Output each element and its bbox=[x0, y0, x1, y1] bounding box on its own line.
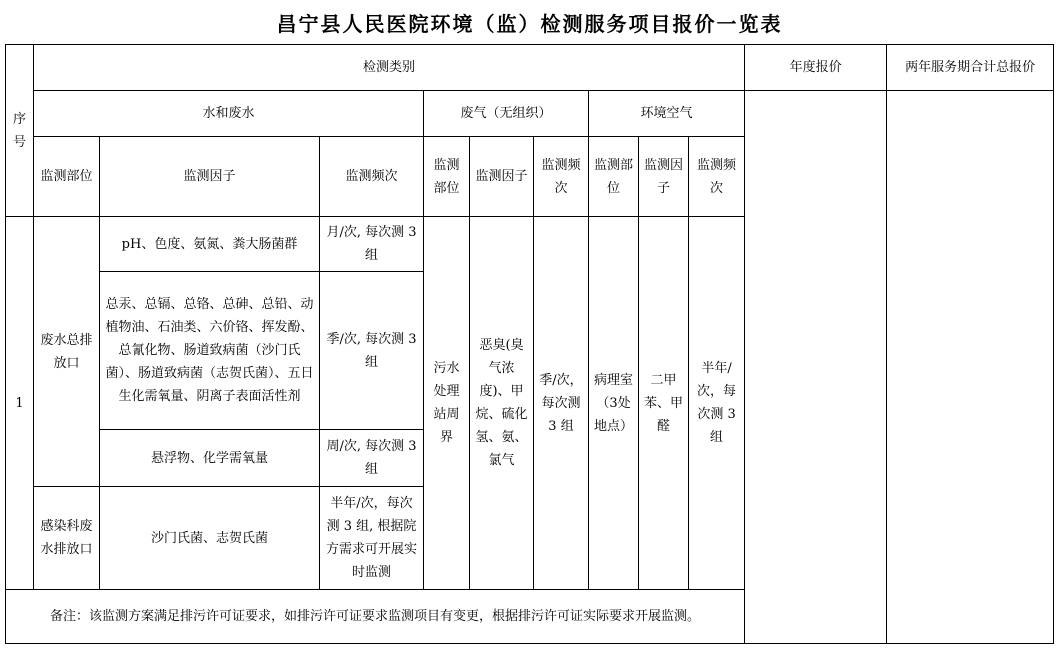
gas-factor-header: 监测因子 bbox=[470, 137, 534, 217]
gas-site-header: 监测部位 bbox=[424, 137, 470, 217]
water-factor-header: 监测因子 bbox=[100, 137, 320, 217]
water-group-header: 水和废水 bbox=[34, 91, 424, 137]
two-year-total-header: 两年服务期合计总报价 bbox=[887, 45, 1054, 91]
water-site-infection-outlet: 感染科废水排放口 bbox=[34, 487, 100, 590]
air-freq-header: 监测频次 bbox=[689, 137, 745, 217]
gas-site-cell: 污水处理站周界 bbox=[424, 217, 470, 590]
water-freq-2: 季/次, 每次测 3 组 bbox=[320, 272, 424, 430]
seq-header: 序号 bbox=[6, 45, 34, 217]
quotation-table bbox=[5, 44, 1054, 644]
two-year-total-cell bbox=[887, 91, 1054, 644]
water-freq-1: 月/次, 每次测 3 组 bbox=[320, 217, 424, 272]
water-factor-3: 悬浮物、化学需氧量 bbox=[100, 430, 320, 487]
water-freq-3: 周/次, 每次测 3 组 bbox=[320, 430, 424, 487]
water-factor-2: 总汞、总镉、总铬、总砷、总铅、动植物油、石油类、六价铬、挥发酚、总氰化物、肠道致病菌（沙门氏菌）、肠道致病菌（志贺氏菌）、五日生化需氧量、阴离子表面活性剂 bbox=[100, 272, 320, 430]
air-factor-cell: 二甲苯、甲醛 bbox=[639, 217, 689, 590]
air-site-cell: 病理室（3处地点） bbox=[589, 217, 639, 590]
water-site-main-outlet: 废水总排放口 bbox=[34, 217, 100, 487]
category-header: 检测类别 bbox=[34, 45, 745, 91]
water-factor-1: pH、色度、氨氮、粪大肠菌群 bbox=[100, 217, 320, 272]
air-freq-cell: 半年/次，每次测 3 组 bbox=[689, 217, 745, 590]
air-group-header: 环境空气 bbox=[589, 91, 745, 137]
gas-freq-header: 监测频次 bbox=[534, 137, 589, 217]
air-site-header: 监测部位 bbox=[589, 137, 639, 217]
annual-price-cell bbox=[745, 91, 887, 644]
annual-price-header: 年度报价 bbox=[745, 45, 887, 91]
water-factor-4: 沙门氏菌、志贺氏菌 bbox=[100, 487, 320, 590]
remark-note: 备注：该监测方案满足排污许可证要求，如排污许可证要求监测项目有变更，根据排污许可证实际要求开展监测。 bbox=[6, 590, 745, 644]
water-site-header: 监测部位 bbox=[34, 137, 100, 217]
water-freq-4: 半年/次，每次测 3 组, 根据院方需求可开展实时监测 bbox=[320, 487, 424, 590]
gas-group-header: 废气（无组织） bbox=[424, 91, 589, 137]
air-factor-header: 监测因子 bbox=[639, 137, 689, 217]
gas-factor-cell: 恶臭(臭气浓度)、甲烷、硫化氢、氨、氯气 bbox=[470, 217, 534, 590]
page-title: 昌宁县人民医院环境（监）检测服务项目报价一览表 bbox=[276, 12, 783, 36]
seq-cell: 1 bbox=[6, 217, 34, 590]
water-freq-header: 监测频次 bbox=[320, 137, 424, 217]
gas-freq-cell: 季/次，每次测 3 组 bbox=[534, 217, 589, 590]
